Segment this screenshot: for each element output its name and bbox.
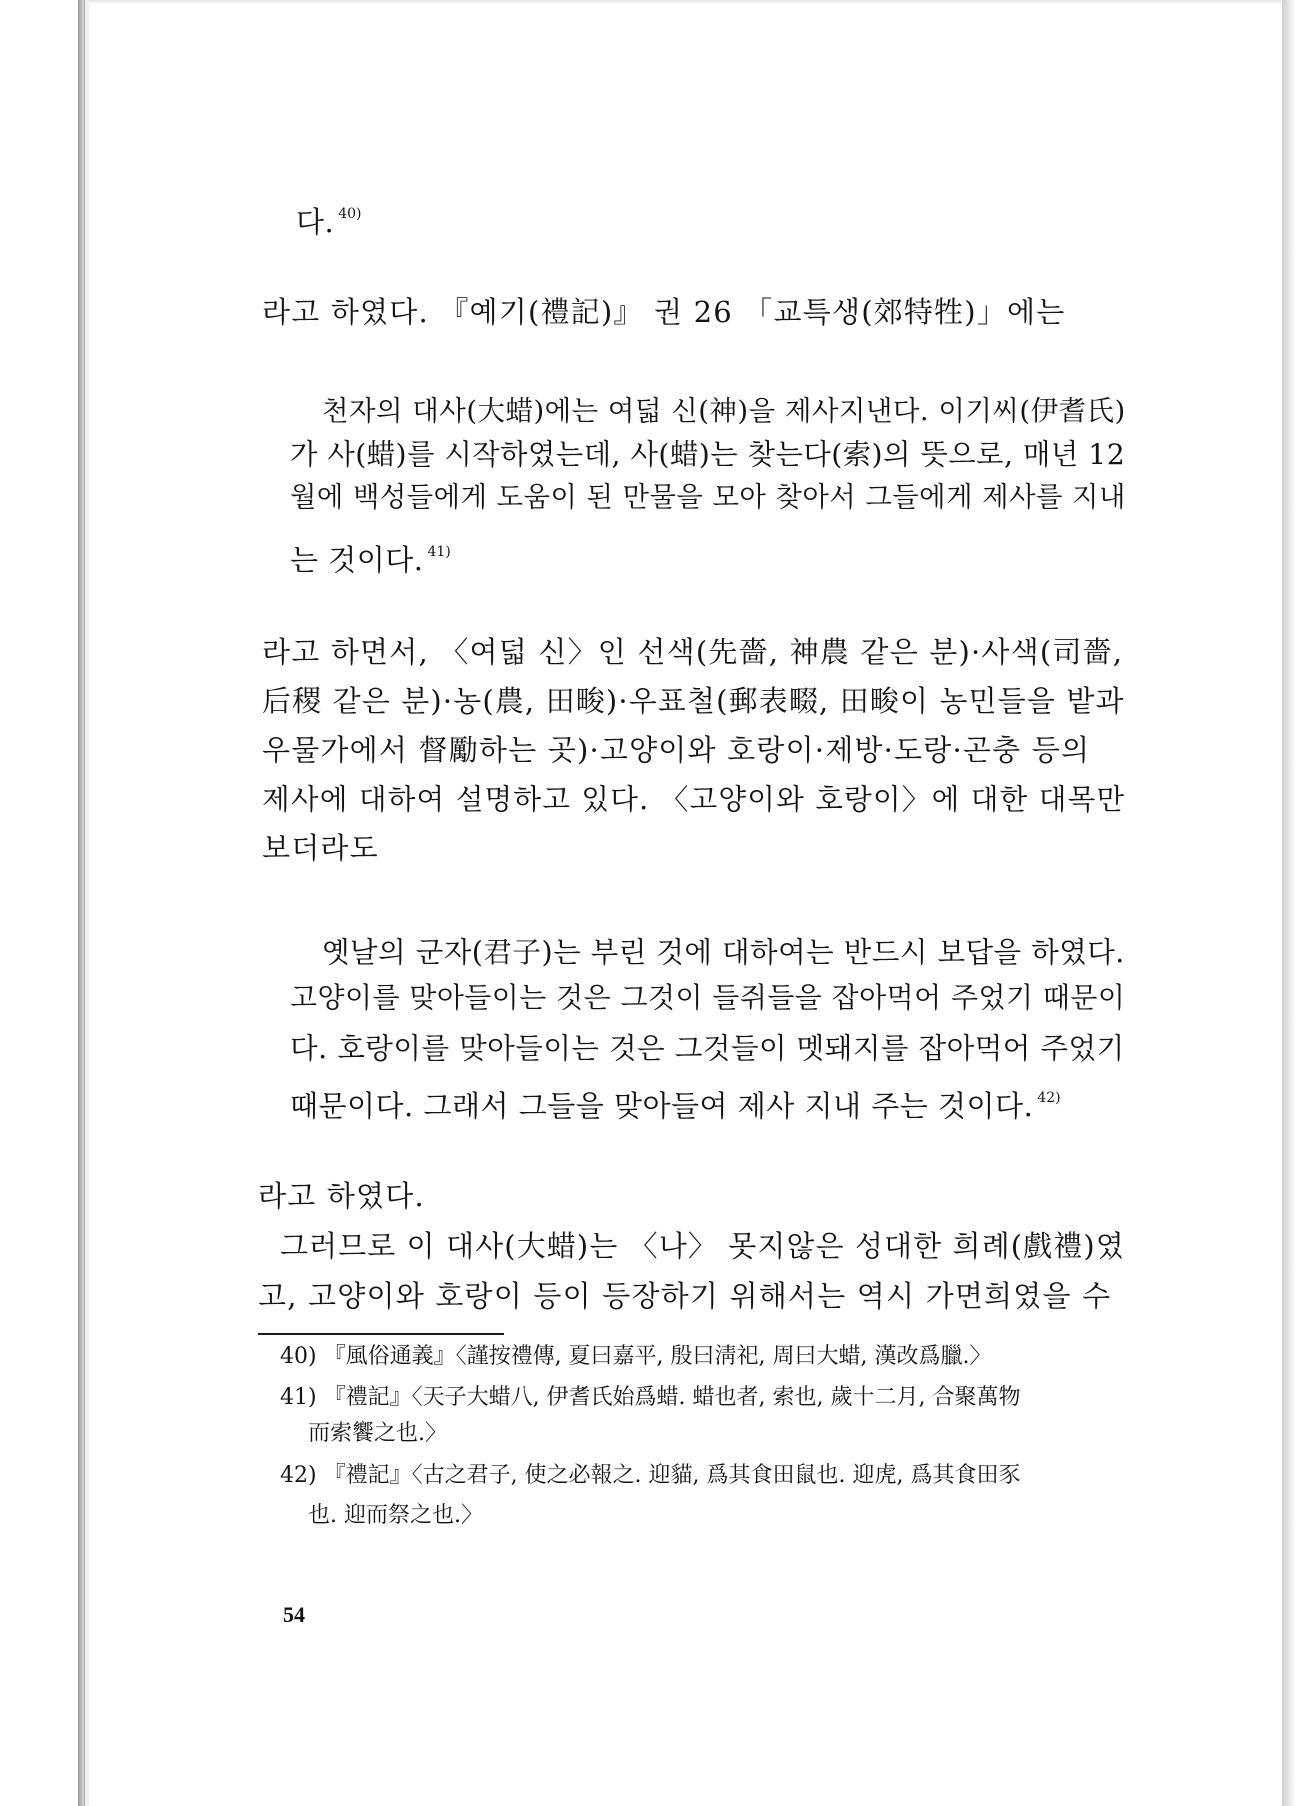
quote2-line-3: 다. 호랑이를 맞아들이는 것은 그것들이 멧돼지를 잡아먹어 주었기 [290,1031,1125,1065]
para2-line-3: 우물가에서 督勵하는 곳)·고양이와 호랑이·제방·도랑·곤충 등의 [262,733,1091,767]
page-number: 54 [283,1602,305,1627]
quote2-line-1: 옛날의 군자(君子)는 부린 것에 대하여는 반드시 보답을 하였다. [322,936,1125,969]
top-fragment-text: 다. [296,205,335,239]
quote1-last-text: 는 것이다. [290,543,424,577]
intro-paragraph: 라고 하였다. 『예기(禮記)』 권 26 「교특생(郊特牲)」에는 [262,295,1066,329]
para2-line-1: 라고 하면서, 〈여덟 신〉인 선색(先嗇, 神農 같은 분)·사색(司嗇, [262,635,1124,669]
page-edge-right [1282,0,1296,1806]
quote1-line-4 [290,534,451,578]
para2-line-2: 后稷 같은 분)·농(農, 田畯)·우표철(郵表畷, 田畯이 농민들을 밭과 [262,684,1125,718]
page-edge-left-inner [84,0,89,1806]
para4-line-1: 그러므로 이 대사(大蜡)는 〈나〉 못지않은 성대한 희례(戲禮)였 [280,1229,1125,1263]
para2-line-4: 제사에 대하여 설명하고 있다. 〈고양이와 호랑이〉에 대한 대목만 [262,782,1126,816]
para2-line-5: 보더라도 [262,831,379,865]
quote1-line-2: 가 사(蜡)를 시작하였는데, 사(蜡)는 찾는다(索)의 뜻으로, 매년 12 [290,438,1126,471]
footnote-ref-40: 40) [338,206,362,222]
footnote-ref-41: 41) [427,544,451,560]
quote1-line-3: 월에 백성들에게 도움이 된 만물을 모아 찾아서 그들에게 제사를 지내 [290,482,1126,513]
para3-line: 라고 하였다. [258,1179,425,1213]
quote1-line-1: 천자의 대사(大蜡)에는 여덟 신(神)을 제사지낸다. 이기씨(伊耆氏) [322,396,1126,427]
footnote-41-line-1: 41) 『禮記』〈天子大蜡八, 伊耆氏始爲蜡. 蜡也者, 索也, 歲十二月, 合聚萬物 [280,1385,1021,1410]
page-top-shadow [88,0,1282,4]
footnote-41-line-2: 而索饗之也.〉 [308,1421,447,1446]
footnote-divider [258,1333,504,1335]
quote2-last-text: 때문이다. 그래서 그들을 맞아들여 제사 지내 주는 것이다. [290,1089,1034,1123]
para4-line-2: 고, 고양이와 호랑이 등이 등장하기 위해서는 역시 가면희였을 수 [258,1279,1112,1313]
quote2-line-2: 고양이를 맞아들이는 것은 그것이 들쥐들을 잡아먹어 주었기 때문이 [290,981,1126,1014]
footnote-40: 40) 『風俗通義』〈謹按禮傳, 夏曰嘉平, 殷曰淸祀, 周曰大蜡, 漢改爲臘.〉 [280,1344,992,1369]
quote2-line-4 [290,1080,1061,1124]
footnote-42-line-2: 也. 迎而祭之也.〉 [308,1503,483,1528]
footnote-42-line-1: 42) 『禮記』〈古之君子, 使之必報之. 迎貓, 爲其食田鼠也. 迎虎, 爲其食田豕 [280,1463,1021,1488]
top-fragment-line [296,196,362,240]
footnote-ref-42: 42) [1037,1090,1061,1106]
